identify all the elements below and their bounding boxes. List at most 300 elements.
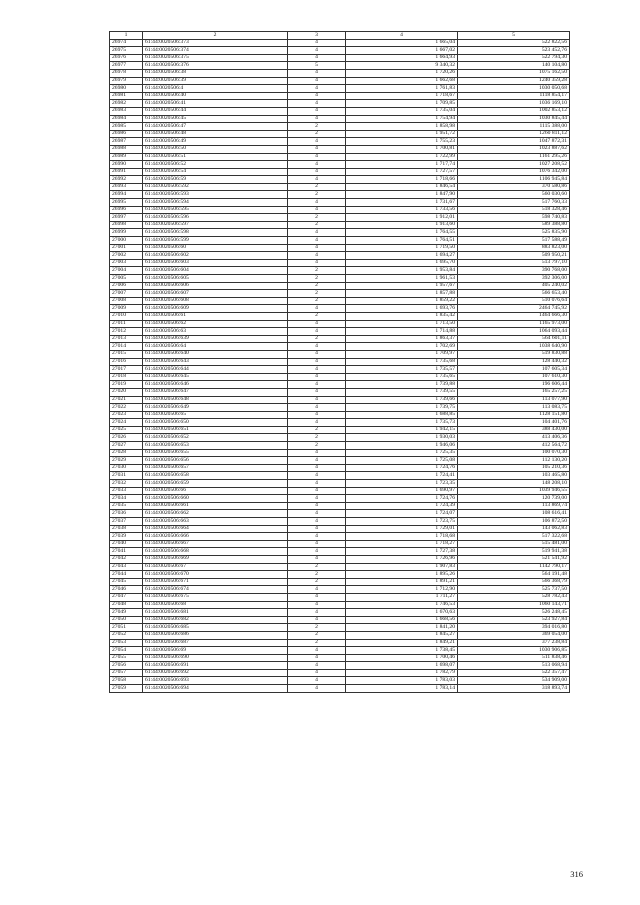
row-number-cell: 26975 (110, 47, 143, 55)
row-number-cell: 27042 (110, 555, 143, 563)
value-cell: 598 740,83 (458, 214, 570, 222)
group-cell: 2 (288, 335, 346, 343)
row-number-cell: 27001 (110, 244, 143, 252)
group-cell: 4 (288, 593, 346, 601)
row-number-cell: 27013 (110, 335, 143, 343)
row-number-cell: 26996 (110, 206, 143, 214)
cadastral-number-cell: 61:44:0020506:4 (143, 85, 288, 93)
cadastral-number-cell: 61:44:0020506:670 (143, 571, 288, 579)
cadastral-number-cell: 61:44:0020506:604 (143, 267, 288, 275)
table-row (110, 647, 570, 655)
area-cell: 1 665,04 (346, 39, 458, 47)
page-number: 316 (570, 869, 583, 879)
row-number-cell: 27054 (110, 647, 143, 655)
value-cell: 1106 945,84 (458, 176, 570, 184)
row-number-cell: 27014 (110, 343, 143, 351)
area-cell: 1 739,75 (346, 404, 458, 412)
area-cell: 1 754,94 (346, 115, 458, 123)
value-cell: 560 030,60 (458, 191, 570, 199)
group-cell: 4 (288, 366, 346, 374)
value-cell: 120 739,00 (458, 495, 570, 503)
table-row (110, 495, 570, 503)
group-cell: 2 (288, 312, 346, 320)
table-row (110, 305, 570, 313)
value-cell: 522 822,56 (458, 39, 570, 47)
area-cell: 1 713,50 (346, 320, 458, 328)
cadastral-number-cell: 61:44:0020506:608 (143, 297, 288, 305)
area-cell: 1 714,88 (346, 328, 458, 336)
group-cell: 4 (288, 654, 346, 662)
table-row (110, 297, 570, 305)
row-number-cell: 27047 (110, 593, 143, 601)
cadastral-number-cell: 61:44:0020506:54 (143, 168, 288, 176)
cadastral-number-cell: 61:44:0020506:692 (143, 669, 288, 677)
area-cell: 1 729,01 (346, 525, 458, 533)
group-cell: 4 (288, 100, 346, 108)
table-row (110, 358, 570, 366)
area-cell: 1 735,68 (346, 358, 458, 366)
area-cell: 1 719,50 (346, 244, 458, 252)
area-cell: 1 693,76 (346, 305, 458, 313)
cadastral-number-cell: 61:44:0020506:653 (143, 442, 288, 450)
value-cell: 515 481,00 (458, 540, 570, 548)
row-number-cell: 27035 (110, 502, 143, 510)
row-number-cell: 26976 (110, 54, 143, 62)
group-cell: 4 (288, 510, 346, 518)
row-number-cell: 27050 (110, 616, 143, 624)
cadastral-number-cell: 61:44:0020506:47 (143, 123, 288, 131)
cadastral-number-cell: 61:44:0020506:648 (143, 396, 288, 404)
table-row (110, 616, 570, 624)
value-cell: 1115 388,00 (458, 123, 570, 131)
table-row (110, 373, 570, 381)
register-table (109, 31, 570, 693)
group-cell: 2 (288, 571, 346, 579)
group-cell: 4 (288, 616, 346, 624)
cadastral-number-cell: 61:44:0020506:668 (143, 548, 288, 556)
column-header-3: 3 (288, 32, 346, 40)
row-number-cell: 26985 (110, 123, 143, 131)
area-cell: 1 725,08 (346, 457, 458, 465)
table-row (110, 472, 570, 480)
cadastral-number-cell: 61:44:0020506:656 (143, 457, 288, 465)
value-cell: 526 248,45 (458, 609, 570, 617)
group-cell: 4 (288, 47, 346, 55)
table-row (110, 199, 570, 207)
cadastral-number-cell: 61:44:0020506:374 (143, 47, 288, 55)
value-cell: 566 653,40 (458, 290, 570, 298)
cadastral-number-cell: 61:44:0020506:664 (143, 525, 288, 533)
row-number-cell: 27026 (110, 434, 143, 442)
row-number-cell: 27003 (110, 259, 143, 267)
group-cell: 2 (288, 434, 346, 442)
group-cell: 4 (288, 107, 346, 115)
value-cell: 517 760,33 (458, 199, 570, 207)
row-number-cell: 27033 (110, 487, 143, 495)
group-cell: 4 (288, 145, 346, 153)
group-cell: 4 (288, 153, 346, 161)
table-row (110, 252, 570, 260)
value-cell: 108 616,41 (458, 510, 570, 518)
value-cell: 140 104,80 (458, 62, 570, 70)
row-number-cell: 27056 (110, 662, 143, 670)
area-cell: 1 739,88 (346, 381, 458, 389)
value-cell: 413 406,36 (458, 434, 570, 442)
area-cell: 1 712,90 (346, 586, 458, 594)
value-cell: 107 605,34 (458, 366, 570, 374)
area-cell: 1 907,83 (346, 563, 458, 571)
value-cell: 523 452,76 (458, 47, 570, 55)
table-row (110, 320, 570, 328)
value-cell: 370 580,86 (458, 183, 570, 191)
column-header-4: 4 (346, 32, 458, 40)
value-cell: 523 927,84 (458, 616, 570, 624)
value-cell: 105 210,36 (458, 464, 570, 472)
group-cell: 4 (288, 381, 346, 389)
table-row (110, 677, 570, 685)
area-cell: 1 738,45 (346, 647, 458, 655)
table-row (110, 487, 570, 495)
area-cell: 1 782,79 (346, 669, 458, 677)
group-cell: 2 (288, 563, 346, 571)
value-cell: 1165 973,00 (458, 320, 570, 328)
group-cell: 4 (288, 259, 346, 267)
table-row (110, 161, 570, 169)
area-cell: 1 724,76 (346, 464, 458, 472)
area-cell: 1 942,15 (346, 426, 458, 434)
table-row (110, 631, 570, 639)
table-row (110, 145, 570, 153)
area-cell: 1 912,01 (346, 214, 458, 222)
row-number-cell: 26999 (110, 229, 143, 237)
column-header-2: 2 (143, 32, 288, 40)
group-cell: 2 (288, 123, 346, 131)
table-row (110, 92, 570, 100)
value-cell: 1161 295,26 (458, 153, 570, 161)
cadastral-number-cell: 61:44:0020506:52 (143, 161, 288, 169)
row-number-cell: 26986 (110, 130, 143, 138)
cadastral-number-cell: 61:44:0020506:603 (143, 259, 288, 267)
value-cell: 517 322,68 (458, 533, 570, 541)
value-cell: 522 357,47 (458, 669, 570, 677)
value-cell: 113 077,90 (458, 396, 570, 404)
cadastral-number-cell: 61:44:0020506:59 (143, 176, 288, 184)
value-cell: 107 610,30 (458, 373, 570, 381)
row-number-cell: 27043 (110, 563, 143, 571)
area-cell: 1 849,21 (346, 639, 458, 647)
group-cell: 4 (288, 411, 346, 419)
group-cell: 4 (288, 69, 346, 77)
row-number-cell: 26992 (110, 176, 143, 184)
value-cell: 1038 640,90 (458, 343, 570, 351)
table-body (110, 39, 570, 692)
table-row (110, 214, 570, 222)
row-number-cell: 27015 (110, 350, 143, 358)
table-row (110, 426, 570, 434)
cadastral-number-cell: 61:44:0020506:597 (143, 221, 288, 229)
group-cell: 4 (288, 161, 346, 169)
table-row (110, 419, 570, 427)
value-cell: 566 368,79 (458, 578, 570, 586)
table-row (110, 229, 570, 237)
cadastral-number-cell: 61:44:0020506:647 (143, 388, 288, 396)
cadastral-number-cell: 61:44:0020506:646 (143, 381, 288, 389)
cadastral-number-cell: 61:44:0020506:671 (143, 578, 288, 586)
group-cell: 2 (288, 426, 346, 434)
cadastral-number-cell: 61:44:0020506:67 (143, 563, 288, 571)
row-number-cell: 27022 (110, 404, 143, 412)
row-number-cell: 27017 (110, 366, 143, 374)
row-number-cell: 27002 (110, 252, 143, 260)
group-cell: 4 (288, 343, 346, 351)
value-cell: 519 941,38 (458, 548, 570, 556)
group-cell: 4 (288, 237, 346, 245)
area-cell: 1 724,39 (346, 502, 458, 510)
row-number-cell: 27004 (110, 267, 143, 275)
table-row (110, 282, 570, 290)
area-cell: 1 857,88 (346, 290, 458, 298)
cadastral-number-cell: 61:44:0020506:682 (143, 616, 288, 624)
cadastral-number-cell: 61:44:0020506:595 (143, 206, 288, 214)
table-row (110, 221, 570, 229)
row-number-cell: 27005 (110, 275, 143, 283)
row-number-cell: 27023 (110, 411, 143, 419)
row-number-cell: 26997 (110, 214, 143, 222)
group-cell: 2 (288, 214, 346, 222)
area-cell: 1 858,98 (346, 123, 458, 131)
cadastral-number-cell: 61:44:0020506:45 (143, 115, 288, 123)
group-cell: 4 (288, 320, 346, 328)
row-number-cell: 27036 (110, 510, 143, 518)
cadastral-number-cell: 61:44:0020506:65 (143, 411, 288, 419)
value-cell: 143 062,83 (458, 525, 570, 533)
group-cell: 5 (288, 62, 346, 70)
value-cell: 1039 946,55 (458, 487, 570, 495)
cadastral-number-cell: 61:44:0020506:60 (143, 244, 288, 252)
table-row (110, 350, 570, 358)
table-row (110, 502, 570, 510)
cadastral-number-cell: 61:44:0020506:38 (143, 69, 288, 77)
group-cell: 4 (288, 533, 346, 541)
table-row (110, 206, 570, 214)
cadastral-number-cell: 61:44:0020506:41 (143, 100, 288, 108)
cadastral-number-cell: 61:44:0020506:644 (143, 366, 288, 374)
group-cell: 4 (288, 396, 346, 404)
group-cell: 4 (288, 662, 346, 670)
row-number-cell: 27007 (110, 290, 143, 298)
group-cell: 2 (288, 442, 346, 450)
group-cell: 4 (288, 115, 346, 123)
row-number-cell: 27009 (110, 305, 143, 313)
group-cell: 4 (288, 85, 346, 93)
row-number-cell: 27030 (110, 464, 143, 472)
row-number-cell: 27011 (110, 320, 143, 328)
area-cell: 1 718,66 (346, 176, 458, 184)
table-row (110, 571, 570, 579)
cadastral-number-cell: 61:44:0020506:650 (143, 419, 288, 427)
area-cell: 1 846,54 (346, 183, 458, 191)
cadastral-number-cell: 61:44:0020506:667 (143, 540, 288, 548)
value-cell: 369 054,00 (458, 631, 570, 639)
value-cell: 377 238,84 (458, 639, 570, 647)
table-row (110, 107, 570, 115)
row-number-cell: 27010 (110, 312, 143, 320)
column-header-5: 5 (458, 32, 570, 40)
area-cell: 1 863,37 (346, 335, 458, 343)
cadastral-number-cell: 61:44:0020506:68 (143, 601, 288, 609)
group-cell: 4 (288, 647, 346, 655)
row-number-cell: 27046 (110, 586, 143, 594)
table-row (110, 176, 570, 184)
cadastral-number-cell: 61:44:0020506:373 (143, 39, 288, 47)
area-cell: 1 961,53 (346, 275, 458, 283)
area-cell: 1 953,84 (346, 267, 458, 275)
value-cell: 1030 906,85 (458, 647, 570, 655)
row-number-cell: 26995 (110, 199, 143, 207)
row-number-cell: 27053 (110, 639, 143, 647)
row-number-cell: 27028 (110, 449, 143, 457)
row-number-cell: 27018 (110, 373, 143, 381)
cadastral-number-cell: 61:44:0020506:661 (143, 502, 288, 510)
value-cell: 564 191,48 (458, 571, 570, 579)
value-cell: 388 430,00 (458, 426, 570, 434)
cadastral-number-cell: 61:44:0020506:690 (143, 654, 288, 662)
area-cell: 1 727,38 (346, 548, 458, 556)
value-cell: 1036 169,10 (458, 100, 570, 108)
area-cell: 1 735,73 (346, 419, 458, 427)
row-number-cell: 27048 (110, 601, 143, 609)
cadastral-number-cell: 61:44:0020506:659 (143, 480, 288, 488)
cadastral-number-cell: 61:44:0020506:666 (143, 533, 288, 541)
value-cell: 518 328,46 (458, 206, 570, 214)
row-number-cell: 26994 (110, 191, 143, 199)
area-cell: 1 913,60 (346, 221, 458, 229)
cadastral-number-cell: 61:44:0020506:686 (143, 631, 288, 639)
group-cell: 4 (288, 609, 346, 617)
value-cell: 517 588,49 (458, 237, 570, 245)
cadastral-number-cell: 61:44:0020506:674 (143, 586, 288, 594)
area-cell: 1 951,72 (346, 130, 458, 138)
value-cell: 318 893,74 (458, 685, 570, 693)
area-cell: 1 764,51 (346, 237, 458, 245)
cadastral-number-cell: 61:44:0020506:375 (143, 54, 288, 62)
row-number-cell: 26983 (110, 107, 143, 115)
cadastral-number-cell: 61:44:0020506:39 (143, 77, 288, 85)
table-row (110, 328, 570, 336)
value-cell: 510 076,64 (458, 297, 570, 305)
table-row (110, 39, 570, 47)
table-row (110, 388, 570, 396)
column-header-1: 1 (110, 32, 143, 40)
area-cell: 1 718,27 (346, 540, 458, 548)
group-cell: 4 (288, 457, 346, 465)
table-row (110, 533, 570, 541)
row-number-cell: 27034 (110, 495, 143, 503)
cadastral-number-cell: 61:44:0020506:643 (143, 358, 288, 366)
cadastral-number-cell: 61:44:0020506:663 (143, 518, 288, 526)
value-cell: 564 601,11 (458, 335, 570, 343)
group-cell: 2 (288, 191, 346, 199)
group-cell: 4 (288, 525, 346, 533)
table-row (110, 138, 570, 146)
row-number-cell: 27058 (110, 677, 143, 685)
group-cell: 4 (288, 487, 346, 495)
area-cell: 1 835,42 (346, 312, 458, 320)
group-cell: 4 (288, 480, 346, 488)
cadastral-number-cell: 61:44:0020506:69 (143, 647, 288, 655)
row-number-cell: 27000 (110, 237, 143, 245)
table-row (110, 669, 570, 677)
table-row (110, 548, 570, 556)
cadastral-number-cell: 61:44:0020506:598 (143, 229, 288, 237)
row-number-cell: 27057 (110, 669, 143, 677)
value-cell: 589 388,80 (458, 221, 570, 229)
value-cell: 104 401,76 (458, 419, 570, 427)
row-number-cell: 26982 (110, 100, 143, 108)
value-cell: 1128 151,80 (458, 411, 570, 419)
area-cell: 1 735,57 (346, 366, 458, 374)
group-cell: 2 (288, 221, 346, 229)
cadastral-number-cell: 61:44:0020506:61 (143, 312, 288, 320)
cadastral-number-cell: 61:44:0020506:694 (143, 685, 288, 693)
value-cell: 2464 745,92 (458, 305, 570, 313)
value-cell: 148 208,10 (458, 480, 570, 488)
cadastral-number-cell: 61:44:0020506:662 (143, 510, 288, 518)
area-cell: 1 718,67 (346, 92, 458, 100)
row-number-cell: 26989 (110, 153, 143, 161)
area-cell: 1 724,07 (346, 510, 458, 518)
group-cell: 4 (288, 601, 346, 609)
area-cell: 9 340,32 (346, 62, 458, 70)
area-cell: 1 895,26 (346, 571, 458, 579)
cadastral-number-cell: 61:44:0020506:49 (143, 138, 288, 146)
group-cell: 4 (288, 92, 346, 100)
table-row (110, 586, 570, 594)
group-cell: 4 (288, 39, 346, 47)
cadastral-number-cell: 61:44:0020506:64 (143, 343, 288, 351)
value-cell: 1023 887,62 (458, 145, 570, 153)
group-cell: 2 (288, 624, 346, 632)
row-number-cell: 27006 (110, 282, 143, 290)
cadastral-number-cell: 61:44:0020506:592 (143, 183, 288, 191)
row-number-cell: 27037 (110, 518, 143, 526)
header-row (110, 32, 570, 40)
row-number-cell: 27025 (110, 426, 143, 434)
area-cell: 1 723,35 (346, 480, 458, 488)
value-cell: 390 768,00 (458, 267, 570, 275)
value-cell: 1260 811,12 (458, 130, 570, 138)
group-cell: 4 (288, 548, 346, 556)
table-row (110, 244, 570, 252)
cadastral-number-cell: 61:44:0020506:606 (143, 282, 288, 290)
row-number-cell: 27051 (110, 624, 143, 632)
cadastral-number-cell: 61:44:0020506:655 (143, 449, 288, 457)
row-number-cell: 26993 (110, 183, 143, 191)
group-cell: 4 (288, 502, 346, 510)
row-number-cell: 27021 (110, 396, 143, 404)
area-cell: 1 726,96 (346, 555, 458, 563)
group-cell: 4 (288, 464, 346, 472)
value-cell: 412 564,72 (458, 442, 570, 450)
value-cell: 103 465,80 (458, 472, 570, 480)
cadastral-number-cell: 61:44:0020506:669 (143, 555, 288, 563)
cadastral-number-cell: 61:44:0020506:602 (143, 252, 288, 260)
group-cell: 4 (288, 350, 346, 358)
area-cell: 1 709,85 (346, 100, 458, 108)
row-number-cell: 27038 (110, 525, 143, 533)
value-cell: 528 782,43 (458, 593, 570, 601)
group-cell: 2 (288, 639, 346, 647)
